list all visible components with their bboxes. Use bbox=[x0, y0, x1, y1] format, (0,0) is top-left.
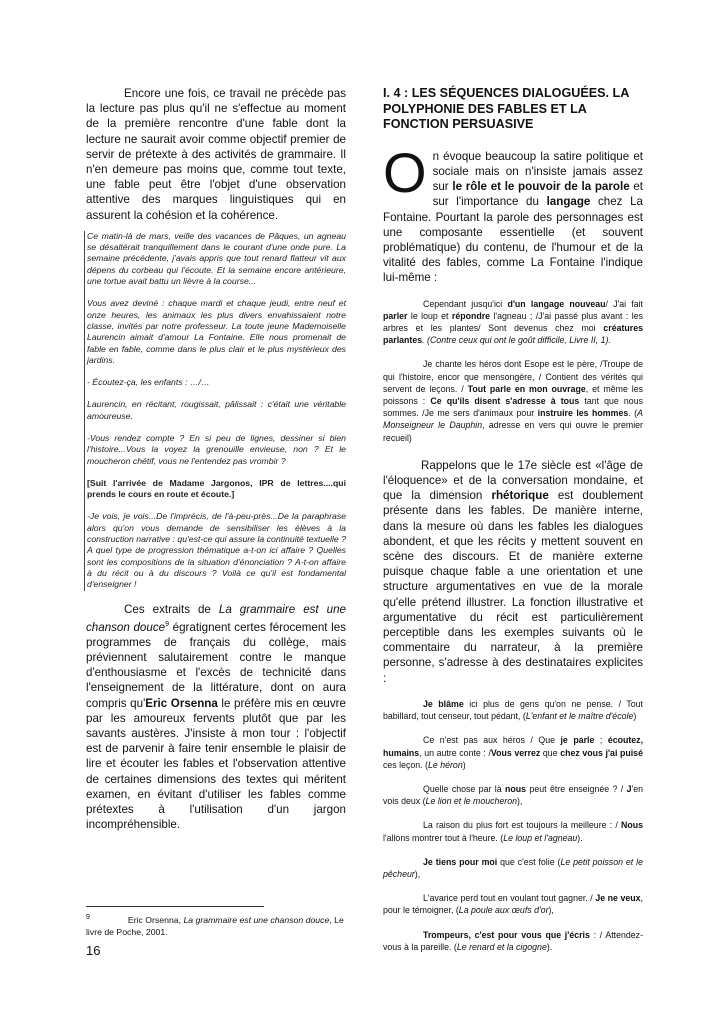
q1-c: / J'ai fait bbox=[605, 298, 644, 309]
ex2-j: Le héron bbox=[427, 759, 463, 770]
q2-h: A Monseigneur le Dauphin bbox=[383, 408, 643, 431]
section-intro-paragraph bbox=[383, 140, 644, 286]
ex6-d: La poule aux œufs d'or bbox=[458, 905, 549, 916]
footnote-rest: , Le livre de Poche, 2001. bbox=[86, 914, 344, 937]
ex7-d: ). bbox=[546, 941, 553, 952]
ex3-d: J bbox=[626, 783, 632, 794]
q1-b: d'un langage nouveau bbox=[507, 298, 606, 309]
q2-i: , adresse en vers qui ouvre le premier recueil) bbox=[383, 420, 643, 443]
rhetoric-paragraph bbox=[383, 458, 643, 686]
drop-cap: O bbox=[383, 140, 427, 204]
q1-g: l'agneau ; /J'ai passé plus avant : les arbres et les plantes/ Sont devenus chez moi bbox=[383, 310, 643, 334]
ex6-b: Je ne veux bbox=[595, 893, 641, 904]
ex2-a: Ce n'est pas aux héros / Que bbox=[423, 735, 561, 746]
ex5-d: ), bbox=[414, 868, 421, 879]
excerpt-7: -Je vois, je vois...De l'imprécis, de l'à-peu-près...De la paraphrase alors qu'on vous demande de sensibiliser les élèves à la construction narrative : qu'est-ce qui assure la continuité textuelle ? A quel type de progression thématique a-t-on ici affaire ? Quelles sont les compositions de la situation d'énonciation ? A-t-on affaire à du récit ou à du discours ? Voilà ce qu'il est fondamental d'enseigner ! bbox=[87, 511, 346, 590]
q2-b: Tout parle en mon ouvrage bbox=[467, 383, 586, 394]
footnote-rule bbox=[86, 906, 264, 907]
ex5-c: Le petit poisson et le pêcheur bbox=[383, 856, 643, 879]
excerpt-6: [Suit l'arrivée de Madame Jargonos, IPR de lettres....qui prends le cours en route et écoute.] bbox=[87, 477, 346, 500]
ex2-f: Vous verrez bbox=[490, 747, 541, 758]
ex5-a: Je tiens pour moi bbox=[423, 856, 498, 867]
ex2-k: ) bbox=[462, 759, 466, 770]
q1-e: le loup et bbox=[407, 310, 452, 321]
excerpt-3: - Écoutez-ça, les enfants : …/… bbox=[87, 377, 210, 388]
footnote-ref: 9 bbox=[165, 620, 169, 628]
book-title: La grammaire est une chanson douce bbox=[86, 602, 346, 634]
q2-c: , et même les poissons : bbox=[383, 383, 643, 407]
ex4-b: Nous bbox=[621, 820, 643, 831]
ex2-h: chez vous j'ai puisé bbox=[560, 747, 643, 758]
p2-bold-b: rhétorique bbox=[491, 489, 549, 503]
footnote bbox=[86, 912, 346, 938]
p2-text-c: est doublement présente dans les fables. De manière interne, dans la mesure où dans les fables les dialogues abondent, et que les récits y mettent souvent en scène des discours. Et de manière externe puisque chaque fable a une orientation et une structure argumentatives en vue de la morale qu'elle prétend illustrer. La fonction illustrative et argumentative du récit est particulièrement perceptible dans les exemples suivants où le commentaire du narrateur, à la première personne, s'adresse à des destinataires explicites : bbox=[383, 489, 643, 685]
q2-a: Je chante les héros dont Esope est le père, /Troupe de qui l'histoire, encor que mensongère, / Contient des vérités qui servent de leçons. / bbox=[383, 359, 643, 394]
example-6 bbox=[383, 892, 643, 916]
ex4-d: Le loup et l'agneau bbox=[503, 832, 578, 843]
ex1-b: ici plus de gens qu'on ne pense. / Tout babillard, tout censeur, tout pédant, ( bbox=[383, 698, 643, 722]
p2-text-a: Rappelons que le 17e siècle est «l'âge de l'éloquence» et de la conversation mondaine, et que la dimension bbox=[383, 458, 643, 503]
footnote-title: La grammaire est une chanson douce bbox=[183, 914, 330, 925]
closing-text-1: Ces extraits de bbox=[124, 602, 219, 616]
closing-text-2: égratignent certes férocement les programmes de français du collège, mais préviennent salutairement contre le manque d'enthousiasme et l'excès de technicité dans l'enseignement de la littérature, dont on aura compris qu' bbox=[86, 620, 346, 710]
example-3 bbox=[383, 783, 643, 807]
closing-text-3: le préfère mis en œuvre par les amoureux fervents plutôt que par les savants austères. J'insiste à mon tour : l'objectif est de parvenir à faire tenir ensemble le plaisir de lire et écouter les fables et l'observation attentive de certaines dimensions des textes qui méritent examen, en évitant d'utiliser les fables comme prétextes à l'utilisation d'un jargon incompréhensible. bbox=[86, 696, 346, 832]
example-7 bbox=[383, 929, 643, 953]
q1-d: parler bbox=[383, 310, 408, 321]
ex3-c: peut être enseignée ? / bbox=[526, 783, 627, 794]
excerpt-1: Ce matin-là de mars, veille des vacances de Pâques, un agneau se désaltérait tranquillement dans le courant d'une onde pure. La semaine précédente, j'avais appris que tout renard flatteur vit aux dépens du corbeau qui l'écoute. Et la semaine encore antérieure, une tortue avait battu un lièvre à la course... bbox=[87, 230, 346, 287]
novel-excerpts bbox=[84, 231, 346, 591]
q2-f: instruire les hommes bbox=[537, 408, 629, 419]
excerpt-4: Laurencin, en récitant, rougissait, pâlissait : c'était une véritable amoureuse. bbox=[87, 399, 346, 421]
ex1-a: Je blâme bbox=[423, 698, 464, 709]
p1-bold-d: langage bbox=[546, 195, 591, 209]
section-heading: I. 4 : LES SÉQUENCES DIALOGUÉES. LA POLYPHONIE DES FABLES ET LA FONCTION PERSUASIVE bbox=[383, 86, 629, 132]
ex2-e: , un autre conte : / bbox=[419, 747, 491, 758]
ex2-i: ces leçon. ( bbox=[383, 759, 428, 770]
ex2-c: ; bbox=[594, 735, 608, 746]
q1-a: Cependant jusqu'ici bbox=[423, 298, 508, 309]
q1-i: . (Contre ceux qui ont le goût difficile, Livre II, 1). bbox=[422, 335, 611, 346]
q2-g: . ( bbox=[628, 408, 638, 419]
q1-f: répondre bbox=[451, 310, 491, 321]
ex1-d: ) bbox=[633, 711, 637, 722]
ex6-e: ), bbox=[548, 905, 554, 916]
ex1-c: L'enfant et le maître d'école bbox=[525, 711, 634, 722]
ex3-a: Quelle chose par là bbox=[423, 783, 506, 794]
ex2-b: je parle bbox=[560, 735, 595, 746]
p1-text-c: et sur l'importance du bbox=[432, 180, 644, 209]
ex4-c: l'allons montrer tout à l'heure. ( bbox=[383, 832, 504, 843]
q1-h: créatures parlantes bbox=[383, 323, 643, 346]
ex2-d: écoutez, humains bbox=[383, 735, 644, 758]
page-number: 16 bbox=[86, 943, 101, 958]
ex6-a: L'avarice perd tout en voulant tout gagner. / bbox=[423, 893, 596, 904]
ex7-a: Trompeurs, c'est pour vous que j'écris bbox=[423, 929, 590, 940]
author-name: Eric Orsenna bbox=[145, 696, 218, 710]
p1-bold-b: le rôle et le pouvoir de la parole bbox=[452, 180, 630, 194]
ex4-a: La raison du plus fort est toujours la meilleure : / bbox=[423, 820, 621, 831]
ex2-g: que bbox=[540, 747, 561, 758]
left-column bbox=[86, 86, 346, 832]
example-5 bbox=[383, 856, 643, 880]
example-1 bbox=[383, 698, 643, 722]
ex6-c: , pour le témoigner, ( bbox=[383, 893, 643, 916]
quote-1 bbox=[383, 298, 643, 347]
footnote-author: Eric Orsenna, bbox=[127, 914, 184, 925]
q2-e: tant que nous sommes. /Je me sers d'animaux pour bbox=[383, 396, 643, 419]
p1-text-a: n évoque beaucoup la satire politique et sociale mais on n'insiste jamais assez sur bbox=[432, 149, 643, 194]
example-2 bbox=[383, 734, 643, 771]
footnote-number: 9 bbox=[86, 914, 90, 921]
ex5-b: que c'est folie ( bbox=[497, 856, 561, 867]
excerpt-5: -Vous rendez compte ? En si peu de lignes, dessiner si bien l'histoire...Vous la voyez la grenouille envieuse, non ? Et le moucheron chétif, vous ne l'entendez pas vrombir ? bbox=[87, 432, 346, 466]
ex7-c: Le renard et la cigogne bbox=[456, 941, 547, 952]
example-4 bbox=[383, 819, 643, 843]
ex3-e: 'en vois deux ( bbox=[383, 783, 643, 807]
q2-d: Ce qu'ils disent s'adresse à tous bbox=[430, 396, 580, 407]
ex3-f: Le lion et le moucheron bbox=[425, 796, 517, 807]
ex7-b: : / Attendez-vous à la pareille. ( bbox=[383, 929, 644, 952]
ex4-e: ). bbox=[577, 832, 583, 843]
ex3-b: nous bbox=[505, 783, 527, 794]
right-column bbox=[383, 86, 643, 953]
intro-paragraph: Encore une fois, ce travail ne précède pas la lecture pas plus qu'il ne s'effectue au moment de la première rencontre d'une fable dont la lecture ne saurait avoir comme objectif premier de servir de prétexte à des activités de grammaire. Il n'en demeure pas moins que, comme tout texte, une fable peut être l'objet d'une observation attentive des marques linguistiques qui en assurent la cohésion et la cohérence. bbox=[86, 87, 346, 222]
p1-text-e: chez La Fontaine. Pourtant la parole des personnages est une composante essentielle (et souvent problématique) du contenu, de l'humour et de la vitalité des fables, comme La Fontaine l'indique lui-même : bbox=[383, 195, 643, 285]
quote-2 bbox=[383, 358, 643, 443]
closing-paragraph bbox=[86, 602, 346, 833]
ex3-g: ), bbox=[517, 796, 523, 807]
excerpt-2: Vous avez deviné : chaque mardi et chaque jeudi, entre neuf et onze heures, les animaux les plus divers envahissaient notre classe, invités par notre professeur. La toute jeune Mademoiselle Laurencin aimait d'amour La Fontaine. Elle nous promenait de fable en fable, comme dans le plus clair et le plus mystérieux des jardins. bbox=[87, 298, 346, 365]
